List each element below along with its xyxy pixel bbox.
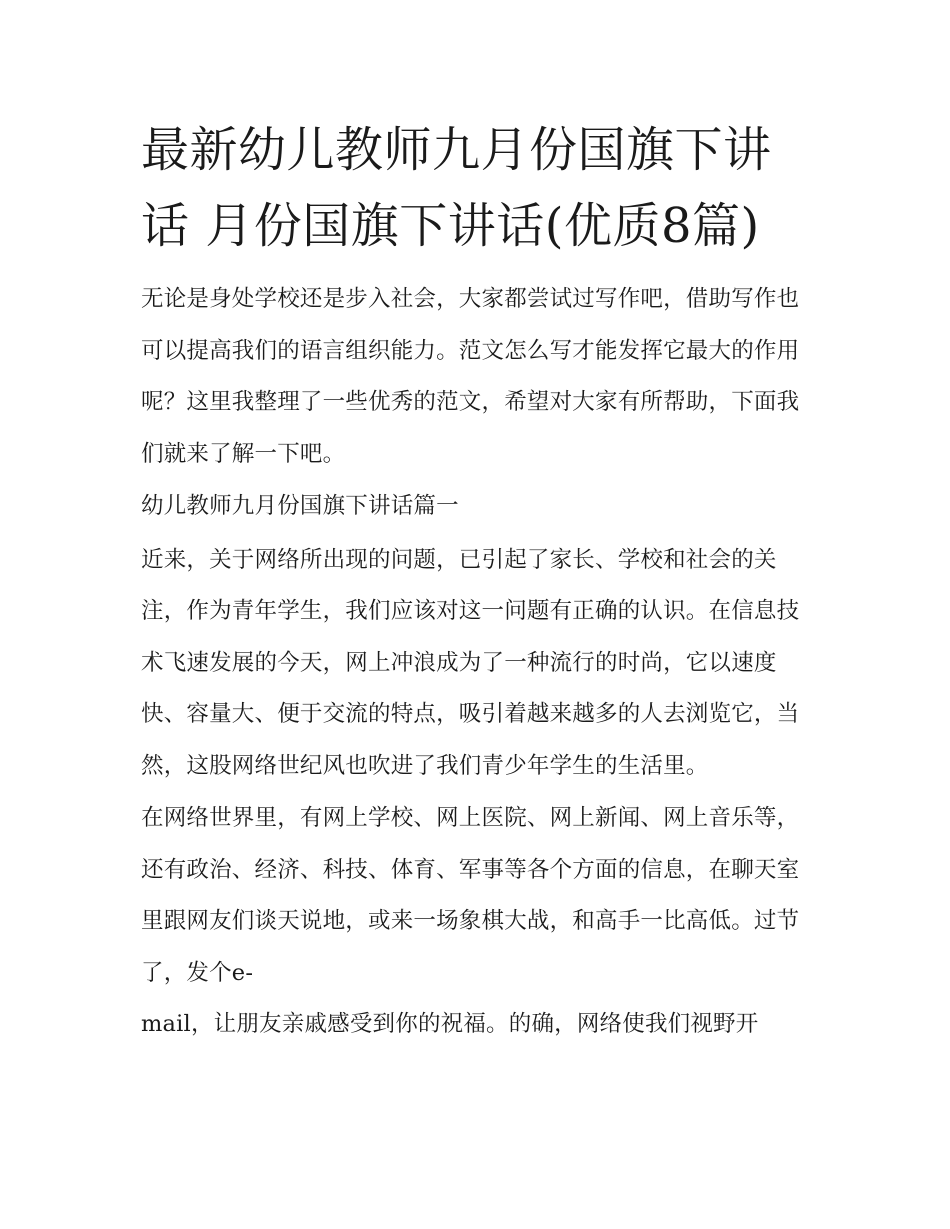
- section-heading: 幼儿教师九月份国旗下讲话篇一: [141, 493, 459, 519]
- intro-paragraph: 无论是身处学校还是步入社会，大家都尝试过写作吧，借助写作也可以提高我们的语言组织能力。范文怎么写才能发挥它最大的作用呢？这里我整理了一些优秀的范文，希望对大家有所帮助，下面我们就来了解一下吧。: [141, 286, 800, 467]
- body-paragraph-2: 在网络世界里，有网上学校、网上医院、网上新闻、网上音乐等，还有政治、经济、科技、体育、军事等各个方面的信息，在聊天室里跟网友们谈天说地，或来一场象棋大战，和高手一比高低。过节了，发个e-: [141, 805, 800, 986]
- body-paragraph-1: 近来，关于网络所出现的问题，已引起了家长、学校和社会的关注，作为青年学生，我们应该对这一问题有正确的认识。在信息技术飞速发展的今天，网上冲浪成为了一种流行的时尚，它以速度快、容量大、便于交流的特点，吸引着越来越多的人去浏览它，当然，这股网络世纪风也吹进了我们青少年学生的生活里。: [141, 546, 800, 779]
- body-paragraph-3: mail，让朋友亲戚感受到你的祝福。的确，网络使我们视野开: [141, 1011, 759, 1037]
- document-title: 最新幼儿教师九月份国旗下讲话 月份国旗下讲话(优质8篇): [141, 122, 772, 254]
- document-body: [141, 112, 813, 1051]
